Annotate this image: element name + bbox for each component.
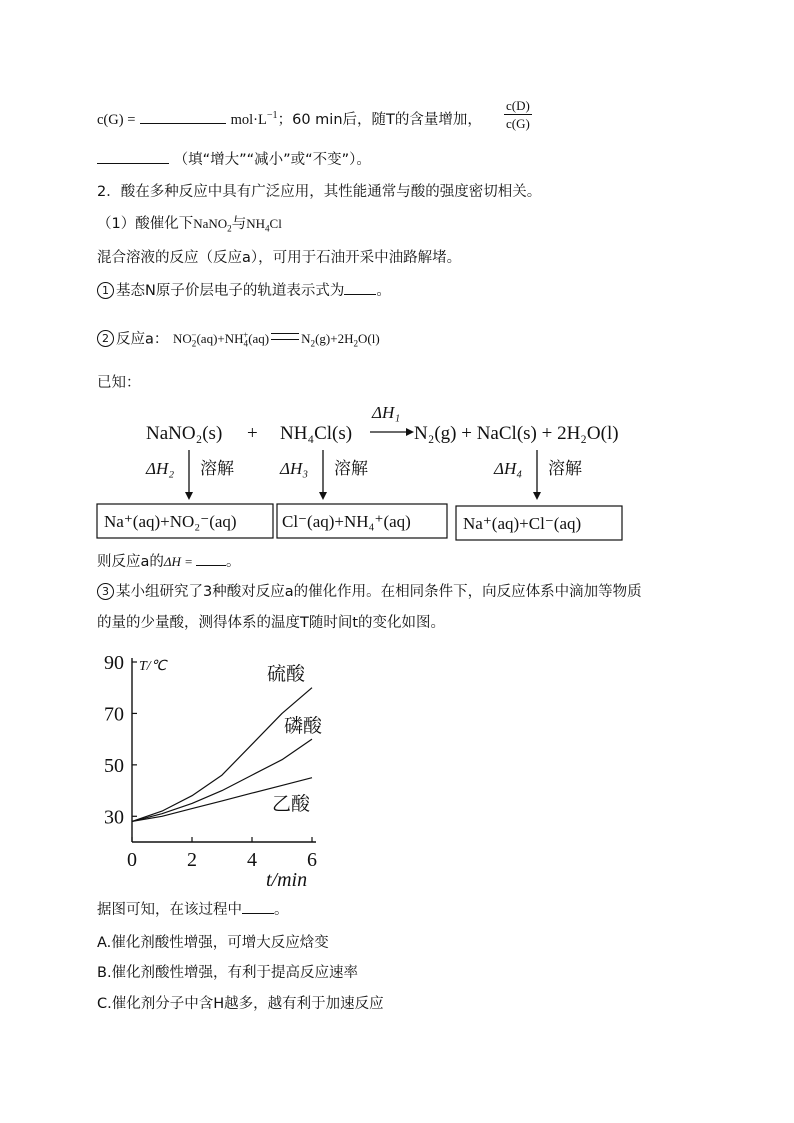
cg-label: c(G) =: [97, 111, 136, 128]
dissolve-label-2: 溶解: [334, 459, 368, 479]
unit-label: $mol\cdot L^{-1}$: [230, 110, 278, 128]
y-tick-label: 90: [104, 652, 124, 674]
dh2-label: ΔH₂: [146, 459, 175, 478]
sub2-line: [97, 325, 380, 354]
sub1-text: 基态N原子价层电子的轨道表示式为: [116, 283, 345, 299]
series-label: 硫酸: [267, 663, 306, 685]
plus-sign: +: [247, 423, 258, 444]
after-chart-line: [97, 900, 289, 920]
sub1-end: 。: [376, 283, 391, 299]
y-tick-label: 70: [104, 703, 124, 726]
equals-arrow-icon: [271, 333, 299, 340]
box2-text: Cl⁻(aq)+NH₄⁺(aq): [282, 512, 411, 531]
circled-number: 2: [97, 330, 114, 347]
option-c[interactable]: C.催化剂分子中含H越多，越有利于加速反应: [97, 996, 384, 1012]
sub1-line: [97, 281, 391, 301]
circled-number: 3: [97, 583, 114, 600]
option-b[interactable]: B.催化剂酸性增强，有利于提高反应速率: [97, 965, 359, 981]
sub3-line2: 的量的少量酸，测得体系的温度T随时间t的变化如图。: [97, 615, 446, 631]
q1-fill-text: （填“增大”“减小”或“不变”）。: [173, 152, 371, 168]
answer-blank[interactable]: [196, 565, 226, 566]
part1-mid: 与: [231, 216, 247, 232]
x-tick-label: 2: [187, 849, 197, 871]
q1-mid-text: ；60 min后，随T的含量增加，: [277, 111, 482, 128]
dh1-label: ΔH₁: [372, 403, 401, 422]
dh-end: 。: [225, 554, 241, 570]
nano2-solid: NaNO₂(s): [146, 423, 223, 444]
fraction-denominator: c(G): [506, 116, 530, 131]
fraction-numerator: c(D): [506, 98, 530, 113]
nh4cl-solid: NH₄Cl(s): [280, 423, 353, 444]
after-chart-text: 据图可知，在该过程中: [97, 902, 242, 918]
known-label: 已知：: [97, 375, 141, 391]
answer-blank[interactable]: [344, 294, 376, 295]
series-label: 磷酸: [284, 715, 323, 737]
dh-symbol: ΔH =: [163, 554, 193, 569]
after-chart-end: 。: [274, 902, 289, 918]
y-tick-label: 30: [104, 806, 124, 829]
q1-fill-line: [97, 150, 371, 170]
dh-question-line: [97, 552, 240, 572]
x-tick-label: 0: [127, 849, 137, 871]
circled-number: 1: [97, 282, 114, 299]
ratio-fraction: [498, 97, 532, 132]
y-tick-label: 50: [104, 754, 124, 777]
nh4cl-formula: $NH_4Cl$: [246, 216, 282, 234]
answer-blank[interactable]: [242, 913, 274, 914]
sub3-text-1: 某小组研究了3种酸对反应a的催化作用。在相同条件下，向反应体系中滴加等物质: [116, 584, 642, 600]
q2-part1-line2: 混合溶液的反应（反应a），可用于石油开采中油路解堵。: [97, 250, 462, 266]
y-axis-label: T/℃: [139, 659, 167, 674]
dissolve-label-1: 溶解: [200, 459, 234, 479]
answer-blank[interactable]: [97, 163, 169, 164]
temperature-time-chart: [92, 644, 342, 894]
dh3-label: ΔH₃: [280, 459, 309, 478]
dh4-label: ΔH₄: [494, 459, 523, 478]
box1-text: Na⁺(aq)+NO₂⁻(aq): [104, 512, 237, 531]
sub3-line1: [97, 582, 642, 602]
series-label: 乙酸: [272, 793, 311, 815]
q1-line: [97, 106, 482, 130]
q2-title: 2．酸在多种反应中具有广泛应用，其性能通常与酸的强度密切相关。: [97, 184, 542, 200]
thermochemical-cycle-diagram: [90, 398, 650, 548]
reaction-equation: $NO_2^-(aq)+NH_4^+(aq)$ $N_2(g)+2H_2O(l)$: [173, 330, 380, 349]
dissolve-label-3: 溶解: [548, 459, 582, 479]
option-a[interactable]: A.催化剂酸性增强，可增大反应焓变: [97, 935, 329, 951]
x-tick-label: 6: [307, 849, 317, 871]
x-tick-label: 4: [247, 849, 257, 871]
dh-prefix: 则反应a的: [97, 554, 164, 570]
sub2-label: 反应a：: [116, 331, 169, 348]
products-label: N₂(g) + NaCl(s) + 2H₂O(l): [414, 423, 619, 444]
part1-prefix: （1）酸催化下: [97, 216, 194, 232]
x-axis-label: t/min: [266, 869, 308, 891]
box3-text: Na⁺(aq)+Cl⁻(aq): [463, 514, 582, 533]
nano2-formula: NaNO$_2$: [193, 216, 232, 234]
q2-part1-line1: [97, 214, 282, 239]
answer-blank[interactable]: [140, 123, 226, 124]
